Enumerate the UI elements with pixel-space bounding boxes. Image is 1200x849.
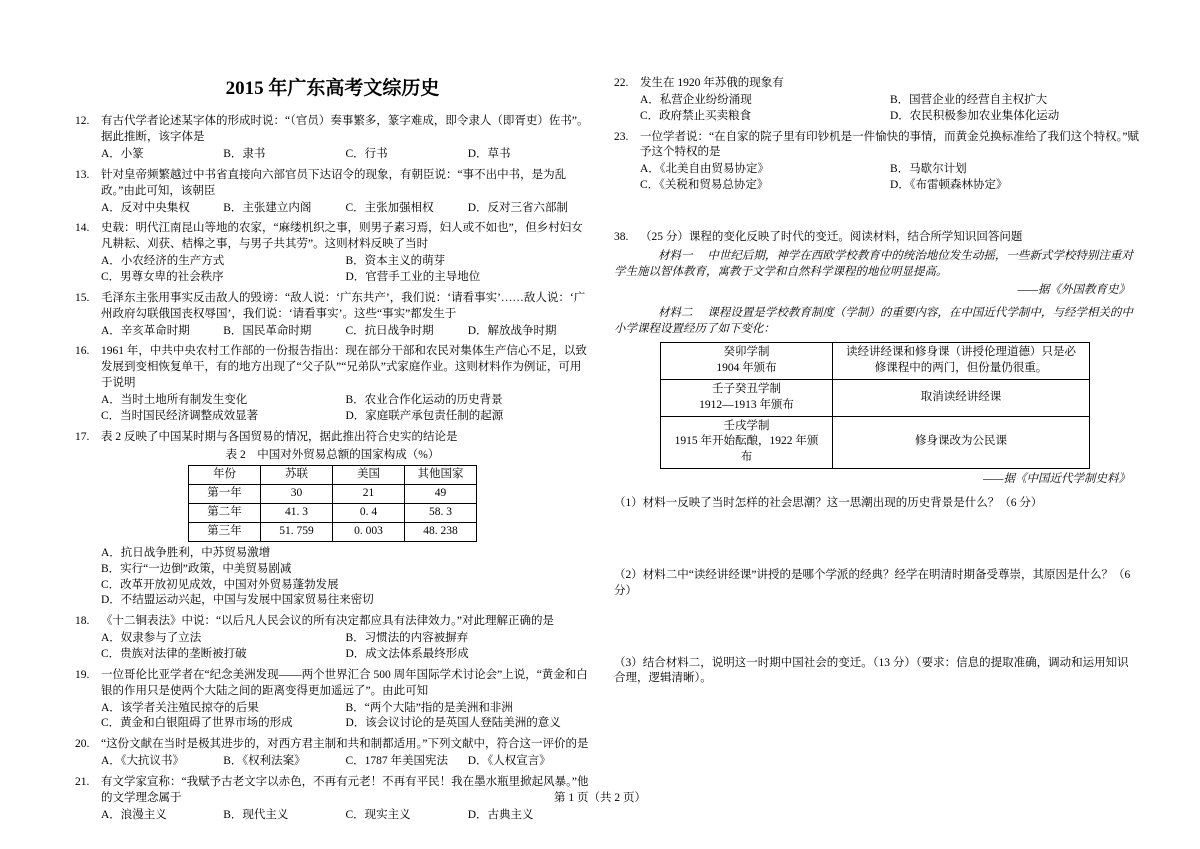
question-12 [75, 114, 590, 163]
system-cell [661, 379, 833, 416]
question-number: 17. [75, 430, 90, 443]
question-text: （25 分）课程的变化反映了时代的变迁。阅读材料，结合所学知识回答问题 [640, 231, 1023, 244]
table-header-cell: 年份 [189, 466, 261, 485]
option: C．政府禁止买卖粮食 [640, 109, 752, 122]
question-stem [75, 668, 590, 700]
option: A．小农经济的生产方式 [101, 255, 225, 268]
table-caption: 表 2 中国对外贸易总额的国家构成（%） [225, 448, 440, 461]
options [75, 701, 590, 733]
option: C．1787 年美国宪法 [345, 755, 449, 768]
option: B．现代主义 [223, 808, 289, 821]
sub-question-3: （3）结合材料二，说明这一时期中国社会的变迁。（13 分）（要求：信息的提取准确，调动和运用知识合理，逻辑清晰）。 [614, 656, 1129, 685]
option-row [101, 701, 590, 717]
left-column [75, 76, 590, 849]
system-date: 1912—1913 年颁布 [699, 398, 794, 411]
option: D．古典主义 [467, 808, 534, 821]
option-row [101, 593, 590, 609]
right-column [614, 76, 1140, 849]
option: B．国营企业的经营自主权扩大 [890, 93, 1048, 106]
option-row [101, 562, 590, 578]
options [614, 162, 1140, 194]
system-name: 壬子癸丑学制 [712, 382, 781, 395]
table-header-cell: 苏联 [261, 466, 333, 485]
options [75, 808, 590, 824]
question-text: 毛泽东主张用事实反击敌人的毁谤：“敌人说：‘广东共产’，我们说：‘请看事实’……敌人说：‘广州政府勾联俄国丧权辱国’，我们说：‘请看事实’。这些“事实”都发生于 [101, 291, 586, 320]
option: A．当时土地所有制发生变化 [101, 393, 248, 406]
question-38 [614, 230, 1140, 687]
question-number: 21. [75, 776, 90, 789]
question-text: 《十二铜表法》中说：“以后凡人民会议的所有决定都应具有法律效力。”对此理解正确的是 [101, 615, 554, 628]
option: C．现实主义 [345, 808, 411, 821]
table-cell: 41. 3 [261, 504, 333, 523]
table-cell: 0. 003 [333, 522, 405, 541]
question-number: 14. [75, 222, 90, 235]
options [75, 254, 590, 286]
option: C．行书 [345, 147, 388, 160]
material-1-label: 材料一 [658, 249, 693, 262]
table-row [661, 343, 1090, 380]
school-system-table [660, 342, 1090, 469]
table-cell: 21 [333, 485, 405, 504]
material-1 [614, 249, 1140, 281]
question-text: “这份文献在当时是极其进步的，对西方君主制和共和制都适用。”下列文献中，符合这一评价的是 [101, 738, 589, 751]
right-questions [614, 76, 1140, 194]
table-cell: 48. 238 [405, 522, 477, 541]
question-text: 有文学家宣称：“我赋予古老文字以赤色，不再有元老！不再有平民！我在墨水瓶里掀起风暴。”他的文学理念属于 [101, 776, 589, 804]
option: B．国民革命时期 [223, 324, 312, 337]
option: C．当时国民经济调整成效显著 [101, 409, 259, 422]
table-row [661, 379, 1090, 416]
question-text: 一位哥伦比亚学者在“纪念美洲发现——两个世界汇合 500 周年国际学术讨论会”上说，“黄金和白银的作用只是使两个大陆之间的距离变得更加遥远了”。由此可知 [101, 668, 588, 697]
table-row [189, 504, 477, 523]
question-text: 1961 年，中共中央农村工作部的一份报告指出：现在部分干部和农民对集体生产信心不足，以致发展到变相恢复单干，有的地方出现了“父子队”“兄弟队”式家庭作业。这则材料作为例证，可用于说明 [101, 345, 587, 390]
table-cell: 30 [261, 485, 333, 504]
option: B．资本主义的萌芽 [345, 255, 446, 268]
table-cell: 第三年 [189, 522, 261, 541]
option: A．奴隶参与了立法 [101, 632, 202, 645]
material-2-source: ——据《中国近代学制史料》 [983, 473, 1130, 486]
option: D．该会议讨论的是英国人登陆美洲的意义 [345, 717, 561, 730]
material-1-source: ——据《外国教育史》 [1017, 283, 1130, 296]
option: C．男尊女卑的社会秩序 [101, 270, 224, 283]
option-row [101, 546, 590, 562]
options [75, 754, 590, 770]
question-text: 史载：明代江南昆山等地的农家，“麻缕机织之事，则男子素习焉，妇人或不如也”，但乡村妇女凡耕耘、刈获、桔槔之事，与男子共其劳”。这则材料反映了当时 [101, 222, 583, 251]
option: D．《布雷顿森林协定》 [890, 179, 1008, 192]
question-stem [614, 76, 1140, 92]
question-16 [75, 344, 590, 424]
system-desc: 修身课改为公民课 [833, 416, 1090, 469]
question-text: 表 2 反映了中国某时期与各国贸易的情况，据此推出符合史实的结论是 [101, 430, 458, 443]
option-row [640, 178, 1140, 194]
option: B．“两个大陆”指的是美洲和非洲 [345, 701, 513, 714]
system-cell [661, 343, 833, 380]
material-2-text: 课程设置是学校教育制度（学制）的重要内容，在中国近代学制中，与经学相关的中小学课程设置经历了如下变化： [614, 307, 1133, 336]
table-header-cell: 其他国家 [405, 466, 477, 485]
option: D．《人权宣言》 [467, 755, 551, 768]
question-number: 12. [75, 115, 90, 128]
table-header-row [189, 466, 477, 485]
option: B．马歇尔计划 [890, 163, 967, 176]
option: C．改革开放初见成效，中国对外贸易蓬勃发展 [101, 578, 339, 591]
table-row [661, 416, 1090, 469]
question-19 [75, 668, 590, 732]
left-questions [75, 114, 590, 823]
system-desc: 读经讲经课和修身课（讲授伦理道德）只是必修课程中的两门，但份量仍很重。 [833, 343, 1090, 380]
option: A．《北美自由贸易协定》 [640, 163, 770, 176]
question-stem [75, 168, 590, 200]
table-row [189, 485, 477, 504]
question-15 [75, 291, 590, 340]
option-row [101, 270, 590, 286]
question-22 [614, 76, 1140, 125]
options [75, 324, 590, 340]
question-stem [75, 737, 590, 753]
option-row [101, 254, 590, 270]
options [75, 393, 590, 425]
system-desc: 取消读经讲经课 [833, 379, 1090, 416]
option: B．隶书 [223, 147, 266, 160]
question-stem [75, 614, 590, 630]
system-name: 壬戌学制 [723, 419, 770, 432]
option: A．辛亥革命时期 [101, 324, 190, 337]
question-18 [75, 614, 590, 663]
option: C．抗日战争时期 [345, 324, 434, 337]
option-row [101, 578, 590, 594]
option-row [101, 201, 590, 217]
option: A．浪漫主义 [101, 808, 167, 821]
option-row [101, 754, 590, 770]
table-cell: 51. 759 [261, 522, 333, 541]
option: D．反对三省六部制 [467, 201, 569, 214]
option: A．抗日战争胜利，中苏贸易激增 [101, 546, 271, 559]
option: B．主张建立内阁 [223, 201, 312, 214]
trade-table [188, 465, 477, 541]
option: C．贵族对法律的垄断被打破 [101, 648, 247, 660]
table-header-cell: 美国 [333, 466, 405, 485]
question-stem [75, 344, 590, 392]
options [75, 147, 590, 163]
option: B．农业合作化运动的历史背景 [345, 393, 503, 406]
option: C．主张加强相权 [345, 201, 434, 214]
question-23 [614, 130, 1140, 194]
material-2 [614, 306, 1140, 338]
option: D．草书 [467, 147, 511, 160]
option-row [101, 147, 590, 163]
system-date: 1904 年颁布 [716, 362, 777, 375]
question-text: 有古代学者论述某字体的形成时说：“（官员）奏事繁多，篆字难成，即令隶人（即胥吏）佐书”。据此推断，该字体是 [101, 115, 589, 144]
question-number: 15. [75, 291, 90, 304]
option: A．私营企业纷纷涌现 [640, 93, 752, 106]
question-number: 13. [75, 168, 90, 181]
question-number: 20. [75, 738, 90, 751]
page-footer: 第 1 页（共 2 页） [554, 792, 646, 805]
option: A．《大抗议书》 [101, 755, 185, 768]
table-cell: 第一年 [189, 485, 261, 504]
option: D．不结盟运动兴起，中国与发展中国家贸易往来密切 [101, 594, 374, 607]
question-14 [75, 221, 590, 285]
question-number: 19. [75, 668, 90, 681]
table-cell: 第二年 [189, 504, 261, 523]
question-number: 18. [75, 615, 90, 628]
question-17 [75, 430, 590, 610]
option-row [101, 631, 590, 647]
option-row [101, 409, 590, 425]
option: A．反对中央集权 [101, 201, 190, 214]
option: B．习惯法的内容被摒弃 [345, 632, 469, 645]
system-cell [661, 416, 833, 469]
option: A．该学者关注殖民掠夺的后果 [101, 701, 259, 714]
option: D．农民积极参加农业集体化运动 [890, 109, 1060, 122]
material-1-text: 中世纪后期，神学在西欧学校教育中的统治地位发生动摇，一些新式学校特别注重对学生施以智体教育，寓教于文学和自然科学课程的地位明显提高。 [614, 249, 1133, 278]
sub-question-1: （1）材料一反映了当时怎样的社会思潮？这一思潮出现的历史背景是什么？（6 分） [614, 497, 1043, 510]
question-stem [75, 221, 590, 253]
question-stem [75, 430, 590, 446]
system-name: 癸卯学制 [723, 346, 770, 359]
question-stem [75, 114, 590, 146]
question-text: 发生在 1920 年苏俄的现象有 [640, 77, 784, 89]
option-row [101, 393, 590, 409]
question-stem [614, 130, 1140, 162]
option-row [101, 324, 590, 340]
material-2-label: 材料二 [658, 307, 693, 320]
question-stem [75, 291, 590, 323]
question-number: 22. [614, 77, 629, 89]
option-row [640, 109, 1140, 125]
option: D．解放战争时期 [467, 324, 557, 337]
table-cell: 0. 4 [333, 504, 405, 523]
option-row [101, 808, 590, 824]
question-number: 23. [614, 130, 629, 143]
option: A．小篆 [101, 147, 144, 160]
options [614, 93, 1140, 125]
question-stem [614, 230, 1140, 246]
option: C．《关税和贸易总协定》 [640, 179, 769, 192]
options [75, 631, 590, 663]
page-title: 2015 年广东高考文综历史 [225, 78, 440, 99]
option: D．成文法体系最终形成 [345, 648, 469, 660]
options [75, 546, 590, 609]
option: B．实行“一边倒”政策，中美贸易剧减 [101, 562, 292, 575]
table-cell: 49 [405, 485, 477, 504]
option-row [640, 162, 1140, 178]
question-number: 38. [614, 231, 629, 244]
table-cell: 58. 3 [405, 504, 477, 523]
option: D．官营手工业的主导地位 [345, 270, 481, 283]
option-row [640, 93, 1140, 109]
system-date: 1915 年开始酝酿，1922 年颁布 [674, 435, 819, 464]
question-13 [75, 168, 590, 217]
table-row [189, 522, 477, 541]
option: D．家庭联产承包责任制的起源 [345, 409, 504, 422]
question-number: 16. [75, 345, 90, 358]
sub-question-2: （2）材料二中“读经讲经课”讲授的是哪个学派的经典？经学在明清时期备受尊崇，其原因是什么？（6 分） [614, 568, 1131, 597]
question-text: 一位学者说：“在自家的院子里有印钞机是一件愉快的事情，而黄金兑换标准给了我们这个特权。”赋予这个特权的是 [640, 130, 1139, 159]
option: B．《权利法案》 [223, 755, 306, 768]
options [75, 201, 590, 217]
option: C．黄金和白银阻碍了世界市场的形成 [101, 717, 293, 730]
option-row [101, 716, 590, 732]
question-text: 针对皇帝频繁越过中书省直接向六部官员下达诏令的现象，有朝臣说：“事不出中书，是为乱政。”由此可知，该朝臣 [101, 168, 567, 197]
option-row [101, 647, 590, 663]
question-20 [75, 737, 590, 770]
